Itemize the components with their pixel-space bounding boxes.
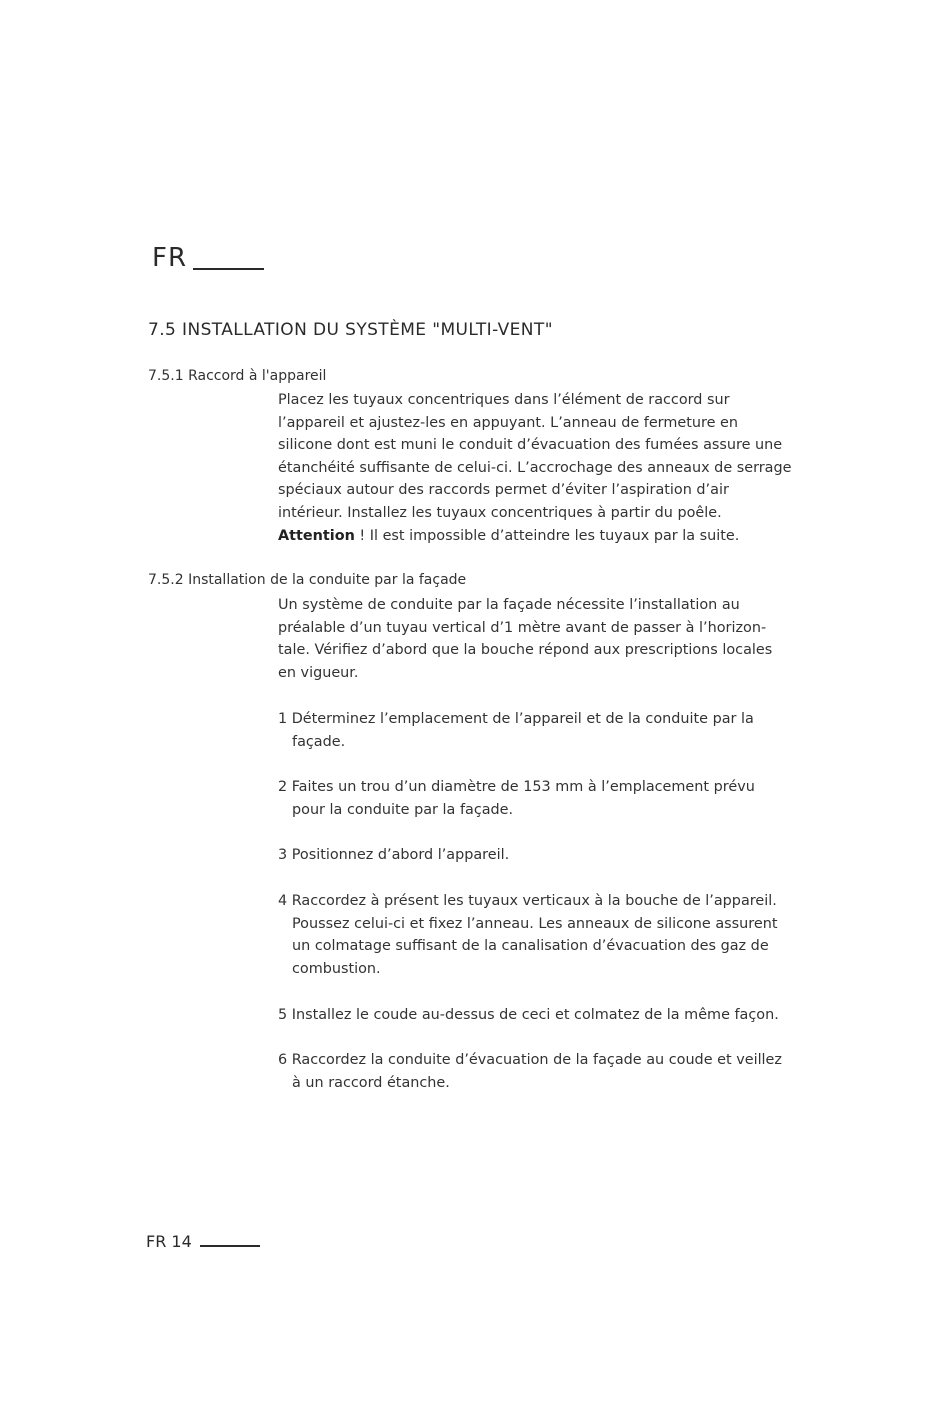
body-line: tale. Vérifiez d’abord que la bouche répond aux prescriptions locales bbox=[278, 642, 773, 659]
step-line: Poussez celui-ci et fixez l’anneau. Les anneaux de silicone assurent bbox=[292, 915, 778, 932]
subsection-heading-7-5-1: 7.5.1 Raccord à l'appareil bbox=[148, 368, 327, 384]
step-4 bbox=[278, 890, 798, 980]
footer-rule bbox=[200, 1245, 260, 1247]
body-line: préalable d’un tuyau vertical d’1 mètre avant de passer à l’horizon- bbox=[278, 619, 767, 636]
section-title: 7.5 INSTALLATION DU SYSTÈME "MULTI-VENT" bbox=[148, 320, 553, 340]
step-2 bbox=[278, 776, 798, 821]
header-rule bbox=[193, 268, 264, 270]
body-line: spéciaux autour des raccords permet d’éviter l’aspiration d’air bbox=[278, 482, 729, 499]
body-line: l’appareil et ajustez-les en appuyant. L’anneau de fermeture en bbox=[278, 414, 738, 431]
step-line: combustion. bbox=[292, 960, 381, 977]
step-6 bbox=[278, 1049, 798, 1094]
step-line: façade. bbox=[292, 733, 346, 750]
step-line: à un raccord étanche. bbox=[292, 1074, 450, 1091]
step-1 bbox=[278, 708, 798, 753]
body-line: Un système de conduite par la façade nécessite l’installation au bbox=[278, 597, 740, 613]
step-line: 6 Raccordez la conduite d’évacuation de la façade au coude et veillez bbox=[278, 1052, 782, 1068]
body-line: en vigueur. bbox=[278, 664, 359, 681]
language-header: FR bbox=[152, 243, 188, 273]
attention-label: Attention bbox=[278, 527, 355, 544]
step-line: 2 Faites un trou d’un diamètre de 153 mm à l’emplacement prévu bbox=[278, 779, 755, 795]
step-line: 4 Raccordez à présent les tuyaux verticaux à la bouche de l’appareil. bbox=[278, 893, 777, 909]
subsection-7-5-2-intro bbox=[278, 594, 798, 684]
body-line: silicone dont est muni le conduit d’évacuation des fumées assure une bbox=[278, 437, 783, 454]
page-number: FR 14 bbox=[146, 1232, 192, 1251]
step-line: 5 Installez le coude au-dessus de ceci et colmatez de la même façon. bbox=[278, 1007, 779, 1023]
step-5 bbox=[278, 1004, 798, 1027]
body-line: Placez les tuyaux concentriques dans l’élément de raccord sur bbox=[278, 392, 730, 408]
body-line: intérieur. Installez les tuyaux concentriques à partir du poêle. bbox=[278, 504, 722, 521]
body-line: étanchéité suffisante de celui-ci. L’accrochage des anneaux de serrage bbox=[278, 459, 792, 476]
step-line: 1 Déterminez l’emplacement de l’appareil et de la conduite par la bbox=[278, 711, 754, 727]
step-line: pour la conduite par la façade. bbox=[292, 801, 514, 818]
step-line: 3 Positionnez d’abord l’appareil. bbox=[278, 847, 510, 863]
step-line: un colmatage suffisant de la canalisation d’évacuation des gaz de bbox=[292, 938, 769, 955]
subsection-heading-7-5-2: 7.5.2 Installation de la conduite par la façade bbox=[148, 572, 467, 588]
attention-line bbox=[278, 525, 798, 548]
step-3 bbox=[278, 844, 798, 867]
attention-text: ! Il est impossible d’atteindre les tuyaux par la suite. bbox=[354, 527, 740, 544]
subsection-7-5-1-body bbox=[278, 389, 798, 547]
